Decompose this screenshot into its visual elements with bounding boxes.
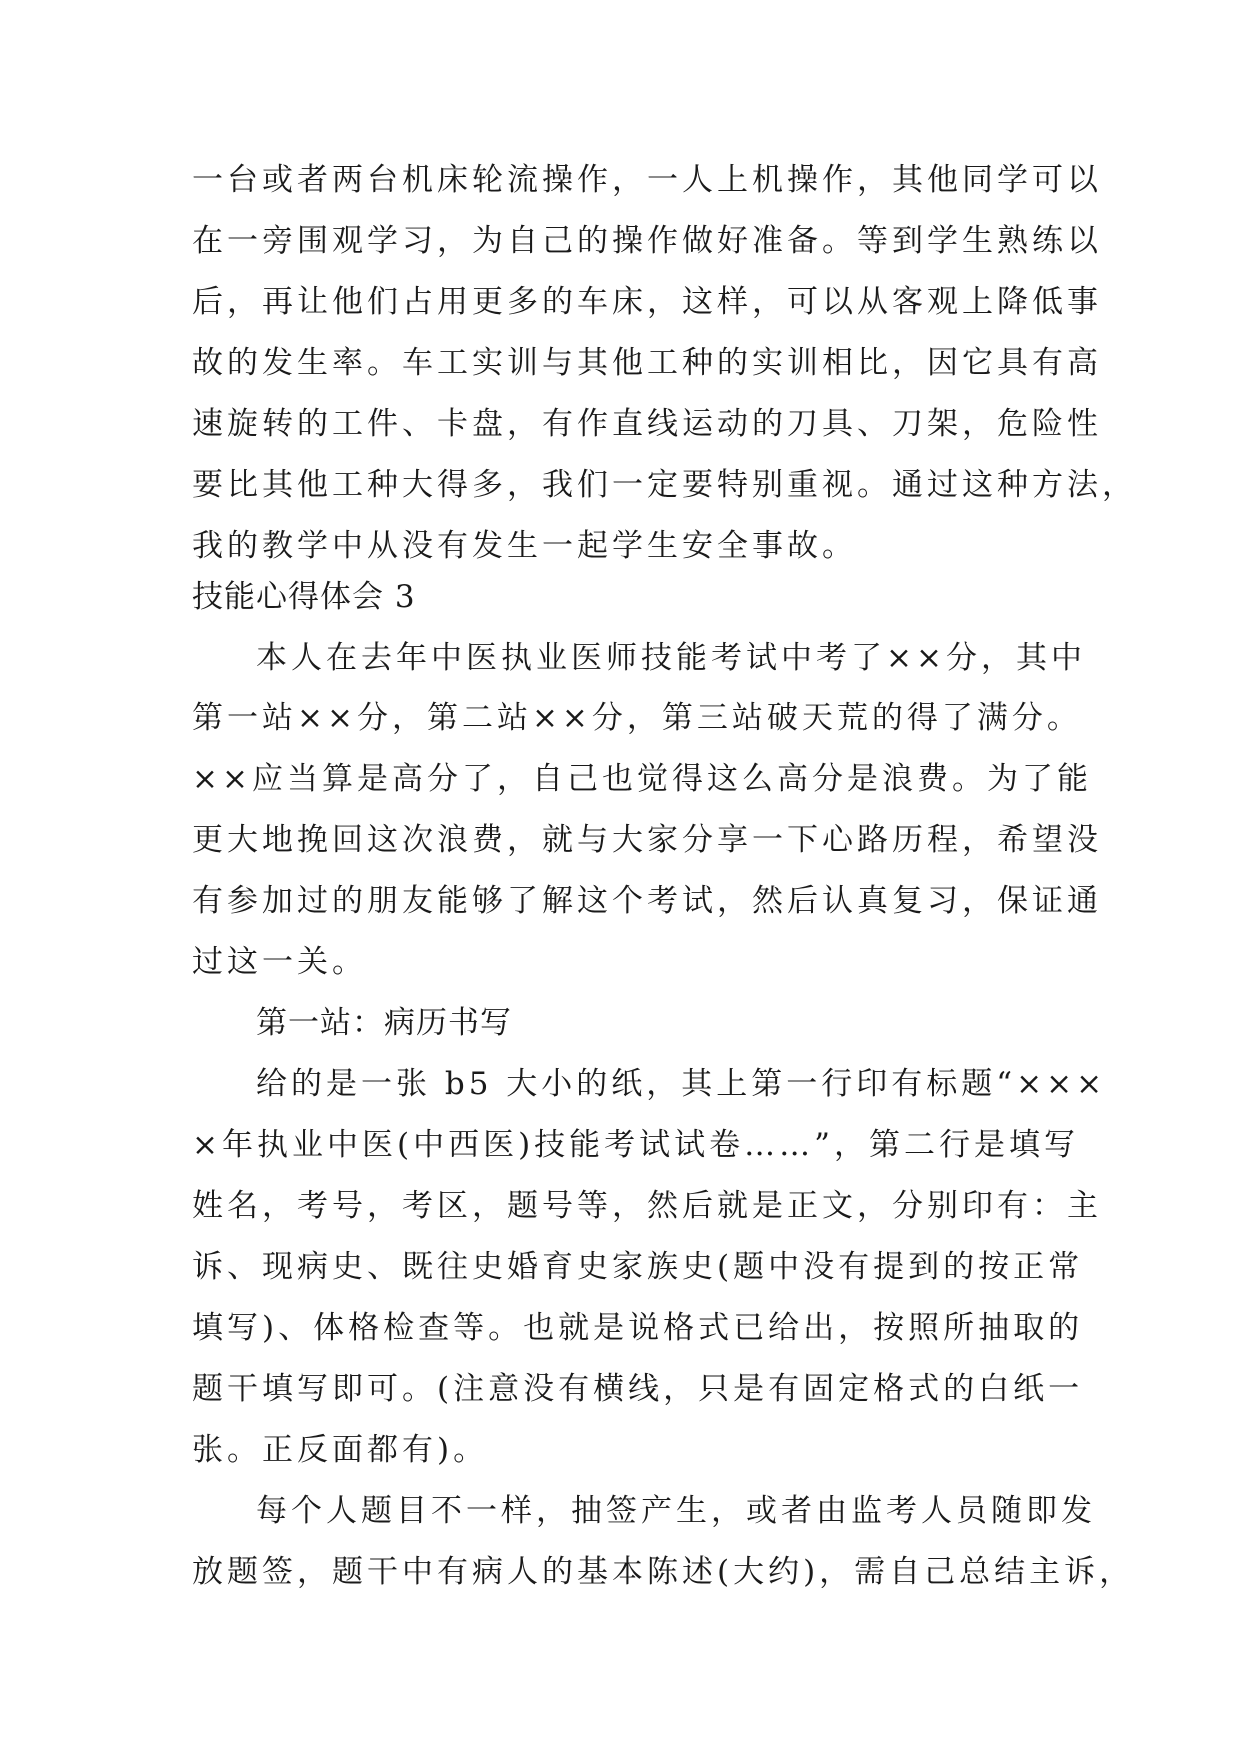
paragraph-2-line-6: 过这一关。 [192, 944, 367, 980]
paragraph-2-line-1: 本人在去年中医执业医师技能考试中考了××分，其中 [256, 640, 1086, 676]
section-heading: 技能心得体会 3 [192, 579, 416, 615]
paragraph-2-line-3: ××应当算是高分了，自己也觉得这么高分是浪费。为了能 [192, 761, 1092, 797]
paragraph-3-line-7: 张。正反面都有)。 [192, 1432, 489, 1468]
paragraph-1-line-4: 故的发生率。车工实训与其他工种的实训相比，因它具有高 [192, 345, 1102, 381]
paragraph-1-line-1: 一台或者两台机床轮流操作，一人上机操作，其他同学可以 [192, 162, 1102, 198]
paragraph-1-line-5: 速旋转的工件、卡盘，有作直线运动的刀具、刀架，危险性 [192, 406, 1102, 442]
paragraph-3-line-2: ×年执业中医(中西医)技能考试试卷……”，第二行是填写 [192, 1127, 1080, 1163]
paragraph-3-line-5: 填写)、体格检查等。也就是说格式已给出，按照所抽取的 [192, 1310, 1084, 1346]
station-heading: 第一站：病历书写 [256, 1005, 512, 1041]
paragraph-3-line-1: 给的是一张 b5 大小的纸，其上第一行印有标题“××× [256, 1066, 1107, 1102]
paragraph-4-line-1: 每个人题目不一样，抽签产生，或者由监考人员随即发 [256, 1493, 1096, 1529]
paragraph-2-line-5: 有参加过的朋友能够了解这个考试，然后认真复习，保证通 [192, 883, 1102, 919]
paragraph-3-line-4: 诉、现病史、既往史婚育史家族史(题中没有提到的按正常 [192, 1249, 1084, 1285]
paragraph-4-line-2: 放题签，题干中有病人的基本陈述(大约)，需自己总结主诉， [192, 1554, 1135, 1590]
paragraph-1-line-2: 在一旁围观学习，为自己的操作做好准备。等到学生熟练以 [192, 223, 1102, 259]
paragraph-1-line-6: 要比其他工种大得多，我们一定要特别重视。通过这种方法， [192, 467, 1137, 503]
paragraph-3-line-3: 姓名，考号，考区，题号等，然后就是正文，分别印有：主 [192, 1188, 1102, 1224]
paragraph-2-line-4: 更大地挽回这次浪费，就与大家分享一下心路历程，希望没 [192, 822, 1102, 858]
paragraph-2-line-2: 第一站××分，第二站××分，第三站破天荒的得了满分。 [192, 700, 1082, 736]
paragraph-1-line-7: 我的教学中从没有发生一起学生安全事故。 [192, 528, 857, 564]
paragraph-1-line-3: 后，再让他们占用更多的车床，这样，可以从客观上降低事 [192, 284, 1102, 320]
paragraph-3-line-6: 题干填写即可。(注意没有横线，只是有固定格式的白纸一 [192, 1371, 1084, 1407]
